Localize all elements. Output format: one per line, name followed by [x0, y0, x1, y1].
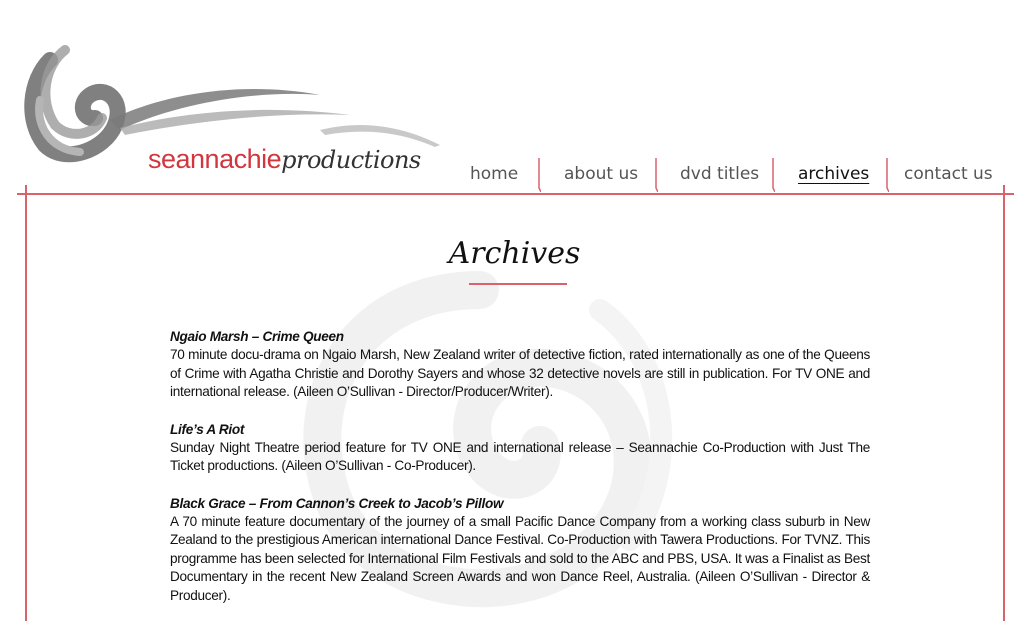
entry-title: Life’s A Riot: [170, 421, 245, 437]
archive-entry: [170, 328, 870, 402]
nav-about-us[interactable]: about us: [564, 164, 639, 184]
brand-name-part2: productions: [281, 146, 421, 174]
nav-dvd-titles[interactable]: dvd titles: [680, 164, 760, 184]
entry-description: Sunday Night Theatre period feature for TV ONE and international release – Seannachie Co-Production with Just The Ticket productions. (Aileen O’Sullivan - Co-Producer).: [170, 439, 870, 473]
nav-divider: [885, 158, 889, 192]
entry-description: A 70 minute feature documentary of the journey of a small Pacific Dance Company from a working class suburb in New Zealand to the prestigious American international Dance Festival. Co-Production with Tawera Productions. For TVNZ. This programme has been selected for International Film Festivals and sold to the ABC and PBS, USA. It was a Finalist as Best Documentary in the recent New Zealand Screen Awards and won Dance Reel, Australia. (Aileen O’Sullivan - Director & Producer).: [170, 513, 870, 603]
title-underline: [469, 283, 567, 285]
nav-archives[interactable]: archives: [798, 164, 870, 184]
frame-top-line: [17, 193, 1014, 195]
nav-divider: [654, 158, 658, 192]
nav-home[interactable]: home: [470, 164, 519, 184]
nav-contact-us[interactable]: contact us: [904, 164, 993, 184]
nav-divider: [771, 158, 775, 192]
page-title: Archives: [448, 236, 581, 271]
brand-wordmark: [148, 144, 421, 175]
entry-title: Black Grace – From Cannon’s Creek to Jacob’s Pillow: [170, 495, 504, 511]
archive-list: [170, 328, 870, 624]
archive-entry: [170, 495, 870, 606]
logo[interactable]: [20, 40, 450, 190]
entry-title: Ngaio Marsh – Crime Queen: [170, 329, 344, 344]
brand-name-part1: seannachie: [148, 144, 282, 174]
entry-description: 70 minute docu-drama on Ngaio Marsh, New Zealand writer of detective fiction, rated internationally as one of the Queens of Crime with Agatha Christie and Dorothy Sayers and whose 32 detective novels are still in publication. For TV ONE and international release. (Aileen O’Sullivan - Director/Producer/Writer).: [170, 347, 870, 399]
nav-divider: [537, 158, 541, 192]
archive-entry: [170, 421, 870, 476]
